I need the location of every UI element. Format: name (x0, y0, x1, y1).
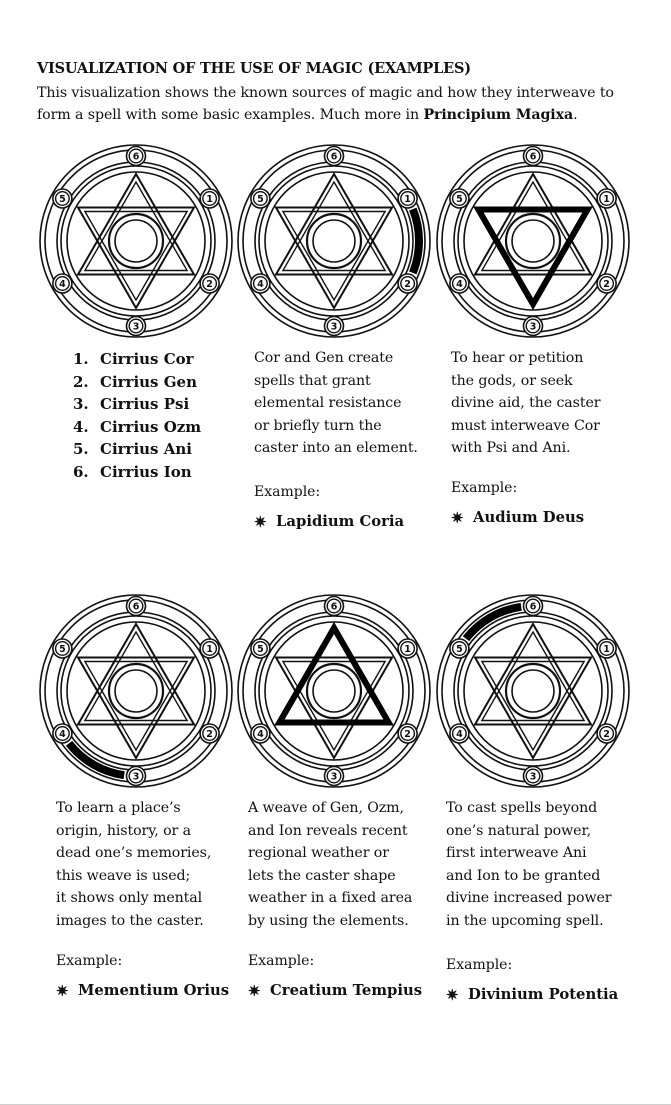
magic-circle-ani-ion (435, 593, 631, 789)
sun-burst-icon: ✷ (248, 982, 261, 1000)
svg-text:5: 5 (456, 644, 463, 656)
intro-text: This visualization shows the known sources of magic and how they interweave to form a spell with some basic examples. Much more in (37, 85, 614, 123)
sun-burst-icon: ✷ (56, 982, 69, 1000)
spell-name (254, 513, 404, 531)
list-item (73, 371, 201, 394)
magic-circle-graphic (435, 593, 631, 789)
source-node-3 (127, 317, 146, 336)
source-name: Cirrius Ani (100, 440, 192, 458)
source-node-6 (127, 147, 146, 166)
list-number: 2. (73, 372, 89, 391)
spell-name (56, 982, 229, 1000)
list-number: 3. (73, 395, 89, 413)
example-label: Example: (254, 484, 321, 500)
source-name: Cirrius Psi (100, 395, 190, 413)
description-line: this weave is used; (56, 867, 191, 884)
spell-name (451, 509, 584, 527)
svg-text:2: 2 (206, 729, 213, 741)
svg-text:5: 5 (456, 194, 463, 206)
svg-text:4: 4 (257, 729, 264, 741)
spell-name (248, 982, 422, 1000)
svg-text:3: 3 (529, 771, 537, 783)
svg-text:6: 6 (529, 601, 537, 613)
list-number: 4. (73, 417, 89, 436)
source-node-5 (450, 189, 469, 208)
sun-burst-icon: ✷ (254, 513, 267, 531)
intro-book-title: Principium Magixa (423, 107, 574, 123)
spell-label: Audium Deus (473, 509, 585, 526)
sun-burst-icon: ✷ (451, 509, 464, 527)
magic-circle-psi-ozm (38, 593, 234, 789)
source-node-5 (450, 639, 469, 658)
description-line: and Ion to be granted (446, 867, 601, 884)
svg-text:2: 2 (404, 279, 411, 291)
source-node-6 (325, 147, 344, 166)
svg-text:6: 6 (330, 601, 338, 613)
svg-text:1: 1 (206, 194, 213, 206)
description-ani-ion (446, 797, 612, 932)
svg-text:1: 1 (404, 194, 411, 206)
list-number: 1. (73, 350, 89, 368)
source-node-6 (325, 597, 344, 616)
description-gen-ozm-ion (248, 797, 412, 932)
description-cor-psi-ani (451, 347, 600, 460)
example-label: Example: (56, 953, 123, 969)
svg-text:3: 3 (132, 771, 140, 783)
description-line: in the upcoming spell. (446, 912, 604, 929)
example-label: Example: (451, 480, 518, 496)
description-line: divine increased power (446, 890, 612, 906)
list-number: 5. (73, 440, 89, 458)
source-node-6 (524, 147, 543, 166)
description-line: with Psi and Ani. (451, 440, 571, 456)
sun-burst-icon: ✷ (446, 986, 459, 1004)
svg-text:1: 1 (603, 644, 610, 656)
description-line: A weave of Gen, Ozm, (248, 800, 404, 816)
description-line: To learn a place’s (56, 800, 181, 816)
magic-circle-gen-ozm-ion (236, 593, 432, 789)
svg-text:3: 3 (330, 771, 338, 783)
source-node-3 (325, 317, 344, 336)
svg-text:6: 6 (132, 151, 140, 163)
svg-text:6: 6 (529, 151, 537, 163)
spell-label: Creatium Tempius (270, 982, 423, 999)
source-name: Cirrius Ozm (100, 417, 202, 436)
description-line: dead one’s memories, (56, 845, 212, 861)
source-node-1 (398, 639, 417, 658)
page-title: VISUALIZATION OF THE USE OF MAGIC (EXAMPLES) (37, 60, 471, 77)
description-line: elemental resistance (254, 395, 402, 411)
magic-circle-graphic (236, 593, 432, 789)
spell-label: Mementium Orius (78, 982, 230, 999)
description-line: by using the elements. (248, 912, 409, 929)
svg-text:2: 2 (603, 729, 610, 741)
svg-text:2: 2 (404, 729, 411, 741)
description-line: one’s natural power, (446, 822, 591, 839)
description-line: must interweave Cor (451, 417, 600, 434)
example-label: Example: (446, 957, 513, 973)
source-node-3 (325, 767, 344, 786)
source-node-4 (53, 274, 72, 293)
source-node-4 (53, 724, 72, 743)
svg-text:5: 5 (257, 194, 264, 206)
source-name: Cirrius Gen (100, 372, 197, 391)
source-name: Cirrius Ion (100, 462, 192, 481)
sources-list (73, 348, 201, 483)
svg-text:3: 3 (529, 321, 537, 333)
svg-text:6: 6 (330, 151, 338, 163)
source-node-2 (200, 724, 219, 743)
description-line: spells that grant (254, 372, 371, 389)
magic-circle-graphic (236, 143, 432, 339)
description-line: origin, history, or a (56, 822, 191, 839)
svg-text:5: 5 (59, 194, 66, 206)
source-node-2 (200, 274, 219, 293)
source-node-6 (127, 597, 146, 616)
source-node-6 (524, 597, 543, 616)
example-label: Example: (248, 953, 315, 969)
svg-text:4: 4 (257, 279, 264, 291)
description-line: lets the caster shape (248, 867, 396, 884)
source-node-4 (251, 274, 270, 293)
svg-text:3: 3 (330, 321, 338, 333)
description-line: regional weather or (248, 845, 389, 861)
list-item (73, 393, 201, 416)
description-line: caster into an element. (254, 440, 418, 456)
spell-name (446, 986, 618, 1004)
source-node-5 (53, 189, 72, 208)
spell-label: Divinium Potentia (468, 986, 619, 1003)
source-node-1 (398, 189, 417, 208)
svg-text:3: 3 (132, 321, 140, 333)
svg-text:4: 4 (456, 279, 463, 291)
magic-circle-graphic (38, 143, 234, 339)
magic-circle-cor-psi-ani (435, 143, 631, 339)
svg-text:5: 5 (59, 644, 66, 656)
svg-text:2: 2 (206, 279, 213, 291)
source-node-5 (251, 189, 270, 208)
magic-circle-plain (38, 143, 234, 339)
svg-text:2: 2 (603, 279, 610, 291)
svg-text:6: 6 (132, 601, 140, 613)
description-line: the gods, or seek (451, 372, 573, 389)
list-item (73, 461, 201, 484)
list-item (73, 348, 201, 371)
description-line: Cor and Gen create (254, 350, 394, 366)
source-node-3 (524, 317, 543, 336)
svg-text:1: 1 (206, 644, 213, 656)
magic-circle-graphic (435, 143, 631, 339)
description-line: divine aid, the caster (451, 395, 601, 411)
source-node-4 (251, 724, 270, 743)
description-line: first interweave Ani (446, 845, 587, 861)
source-node-1 (597, 639, 616, 658)
description-line: and Ion reveals recent (248, 822, 408, 839)
source-node-2 (597, 724, 616, 743)
source-node-1 (200, 639, 219, 658)
source-node-1 (200, 189, 219, 208)
svg-text:1: 1 (603, 194, 610, 206)
list-item (73, 416, 201, 439)
source-node-3 (127, 767, 146, 786)
description-line: or briefly turn the (254, 417, 382, 434)
description-cor-gen (254, 347, 418, 460)
list-number: 6. (73, 462, 89, 481)
svg-text:4: 4 (59, 279, 66, 291)
source-node-1 (597, 189, 616, 208)
intro-paragraph (37, 82, 647, 126)
source-node-3 (524, 767, 543, 786)
svg-text:5: 5 (257, 644, 264, 656)
source-node-2 (398, 724, 417, 743)
source-node-5 (251, 639, 270, 658)
spell-label: Lapidium Coria (276, 513, 405, 530)
source-node-2 (597, 274, 616, 293)
svg-text:4: 4 (456, 729, 463, 741)
description-line: weather in a fixed area (248, 890, 413, 906)
description-line: it shows only mental (56, 890, 203, 906)
list-item (73, 438, 201, 461)
description-psi-ozm (56, 797, 211, 932)
source-node-5 (53, 639, 72, 658)
source-name: Cirrius Cor (100, 350, 194, 368)
svg-text:4: 4 (59, 729, 66, 741)
magic-circle-graphic (38, 593, 234, 789)
source-node-2 (398, 274, 417, 293)
magic-circle-cor-gen (236, 143, 432, 339)
description-line: To hear or petition (451, 350, 584, 366)
svg-text:1: 1 (404, 644, 411, 656)
intro-end: . (573, 107, 578, 123)
source-node-4 (450, 274, 469, 293)
description-line: images to the caster. (56, 912, 204, 929)
description-line: To cast spells beyond (446, 800, 598, 816)
source-node-4 (450, 724, 469, 743)
